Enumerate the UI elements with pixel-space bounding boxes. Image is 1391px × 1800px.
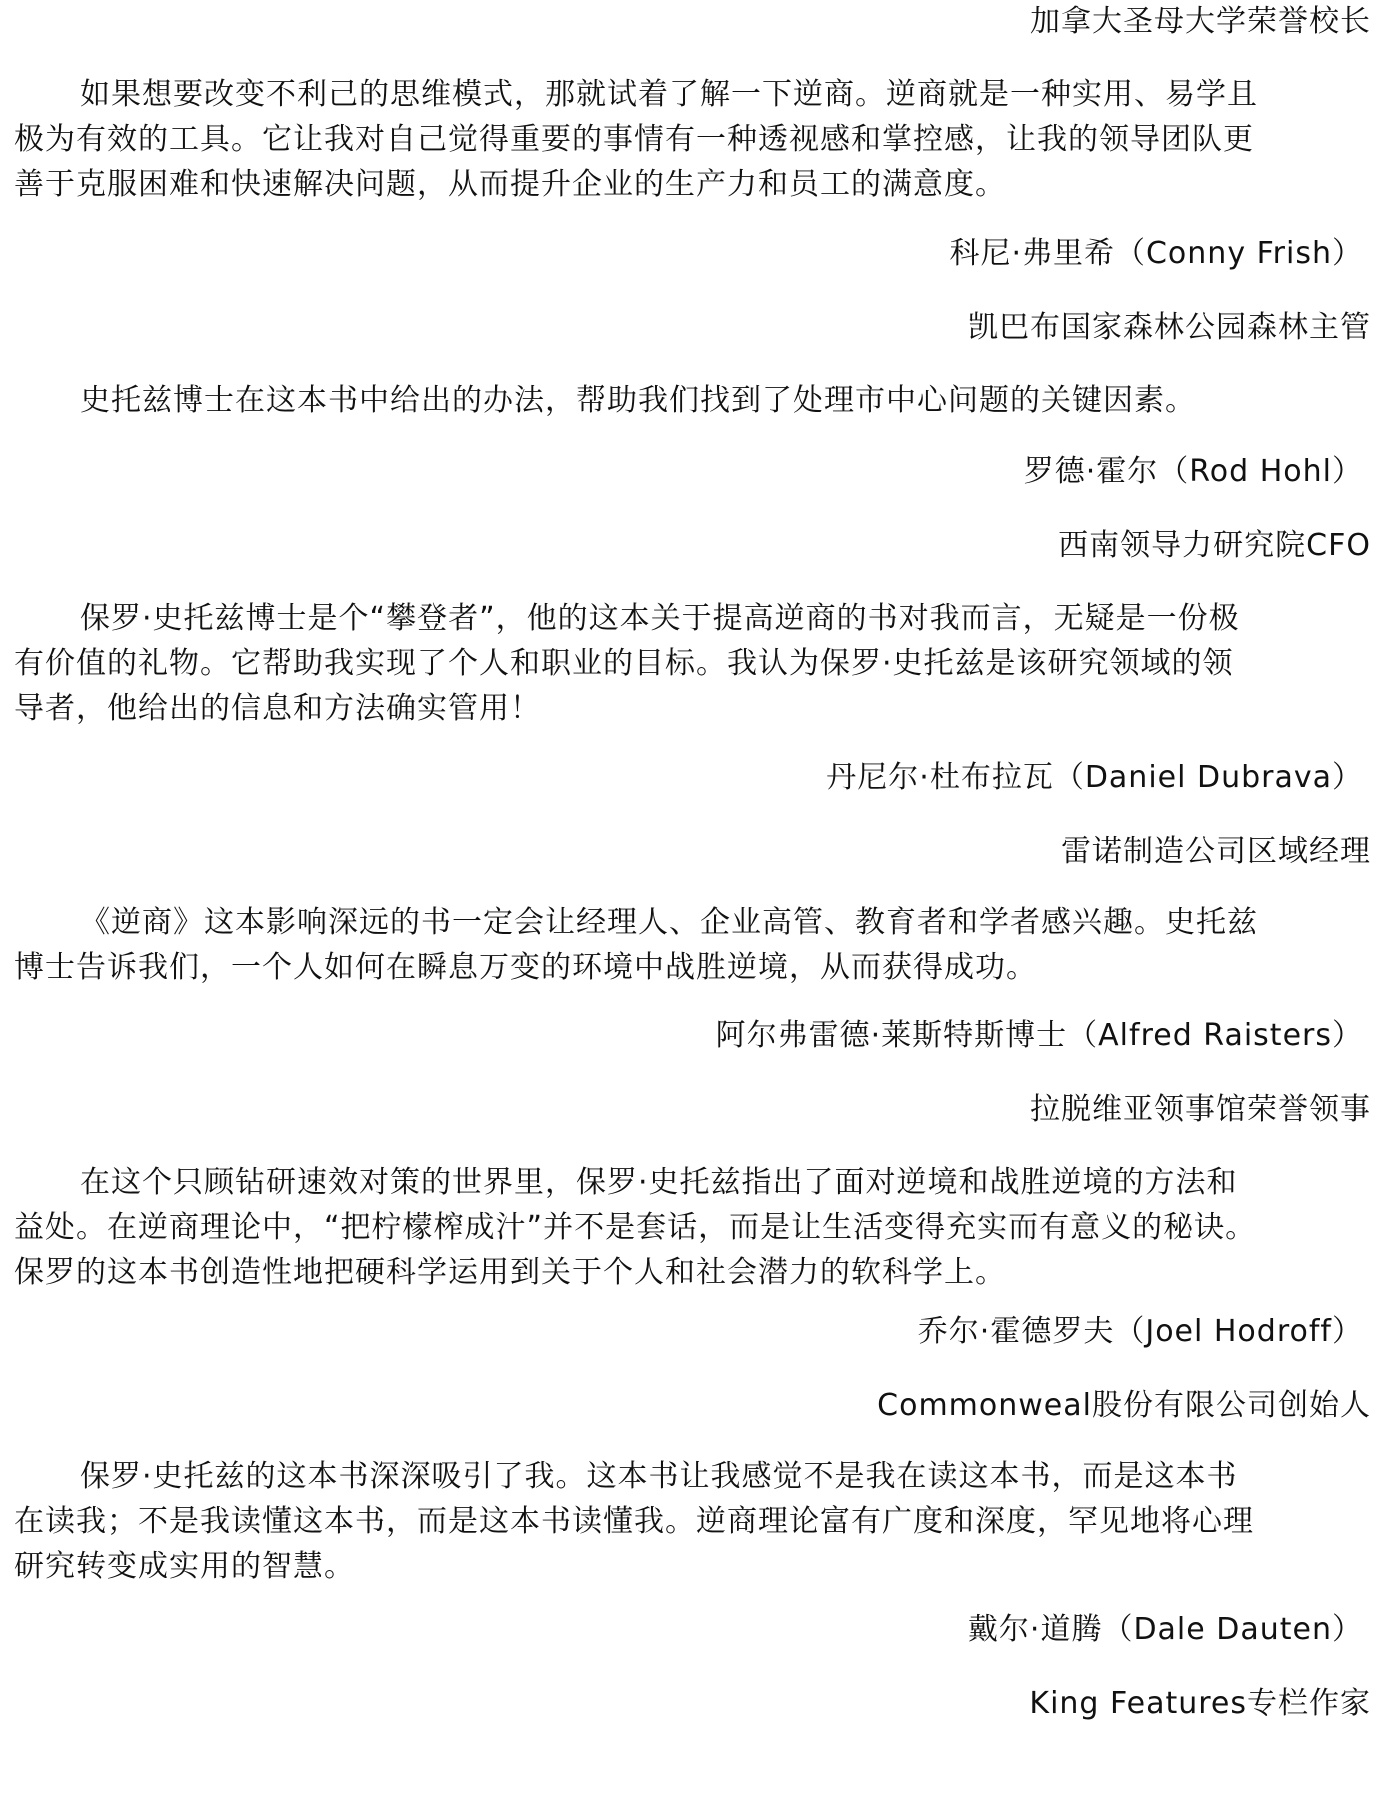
quote-line: 《逆商》这本影响深远的书一定会让经理人、企业高管、教育者和学者感兴趣。史托兹 [80, 905, 1258, 940]
endorser-name: 丹尼尔·杜布拉瓦（Daniel Dubrava） [826, 760, 1363, 795]
quote-line: 益处。在逆商理论中，“把柠檬榨成汁”并不是套话，而是让生活变得充实而有意义的秘诀。 [14, 1210, 1257, 1245]
endorser-title: King Features专栏作家 [1029, 1686, 1371, 1721]
quote-line: 保罗·史托兹博士是个“攀登者”，他的这本关于提高逆商的书对我而言，无疑是一份极 [80, 601, 1240, 636]
endorser-title: 加拿大圣母大学荣誉校长 [1030, 4, 1371, 39]
endorser-title: 拉脱维亚领事馆荣誉领事 [1030, 1092, 1371, 1127]
endorsement-quote [14, 1454, 1386, 1589]
endorsement-quote [14, 72, 1386, 207]
quote-line: 研究转变成实用的智慧。 [14, 1549, 355, 1584]
quote-line: 在读我；不是我读懂这本书，而是这本书读懂我。逆商理论富有广度和深度，罕见地将心理 [14, 1504, 1254, 1539]
quote-line: 导者，他给出的信息和方法确实管用！ [14, 691, 541, 726]
endorser-name: 阿尔弗雷德·莱斯特斯博士（Alfred Raisters） [715, 1018, 1363, 1053]
endorser-title: 西南领导力研究院CFO [1058, 528, 1371, 563]
endorser-title: Commonweal股份有限公司创始人 [877, 1388, 1371, 1423]
endorsement-quote [14, 596, 1386, 731]
quote-line: 善于克服困难和快速解决问题，从而提升企业的生产力和员工的满意度。 [14, 167, 1006, 202]
endorsement-quote [14, 900, 1386, 990]
endorser-name: 罗德·霍尔（Rod Hohl） [1023, 454, 1363, 489]
quote-line: 博士告诉我们，一个人如何在瞬息万变的环境中战胜逆境，从而获得成功。 [14, 950, 1037, 985]
endorser-name: 科尼·弗里希（Conny Frish） [949, 236, 1363, 271]
endorser-title: 凯巴布国家森林公园森林主管 [968, 310, 1371, 345]
quote-line: 保罗的这本书创造性地把硬科学运用到关于个人和社会潜力的软科学上。 [14, 1255, 1006, 1290]
quote-line: 保罗·史托兹的这本书深深吸引了我。这本书让我感觉不是我在读这本书，而是这本书 [80, 1459, 1238, 1494]
quote-line: 史托兹博士在这本书中给出的办法，帮助我们找到了处理市中心问题的关键因素。 [80, 383, 1196, 418]
endorser-name: 乔尔·霍德罗夫（Joel Hodroff） [917, 1314, 1363, 1349]
quote-line: 如果想要改变不利己的思维模式，那就试着了解一下逆商。逆商就是一种实用、易学且 [80, 77, 1258, 112]
endorsement-quote [14, 1160, 1386, 1295]
endorsement-quote [14, 378, 1386, 423]
endorser-title: 雷诺制造公司区域经理 [1061, 834, 1371, 869]
quote-line: 在这个只顾钻研速效对策的世界里，保罗·史托兹指出了面对逆境和战胜逆境的方法和 [80, 1165, 1238, 1200]
quote-line: 有价值的礼物。它帮助我实现了个人和职业的目标。我认为保罗·史托兹是该研究领域的领 [14, 646, 1234, 681]
endorser-name: 戴尔·道腾（Dale Dauten） [967, 1612, 1363, 1647]
quote-line: 极为有效的工具。它让我对自己觉得重要的事情有一种透视感和掌控感，让我的领导团队更 [14, 122, 1254, 157]
